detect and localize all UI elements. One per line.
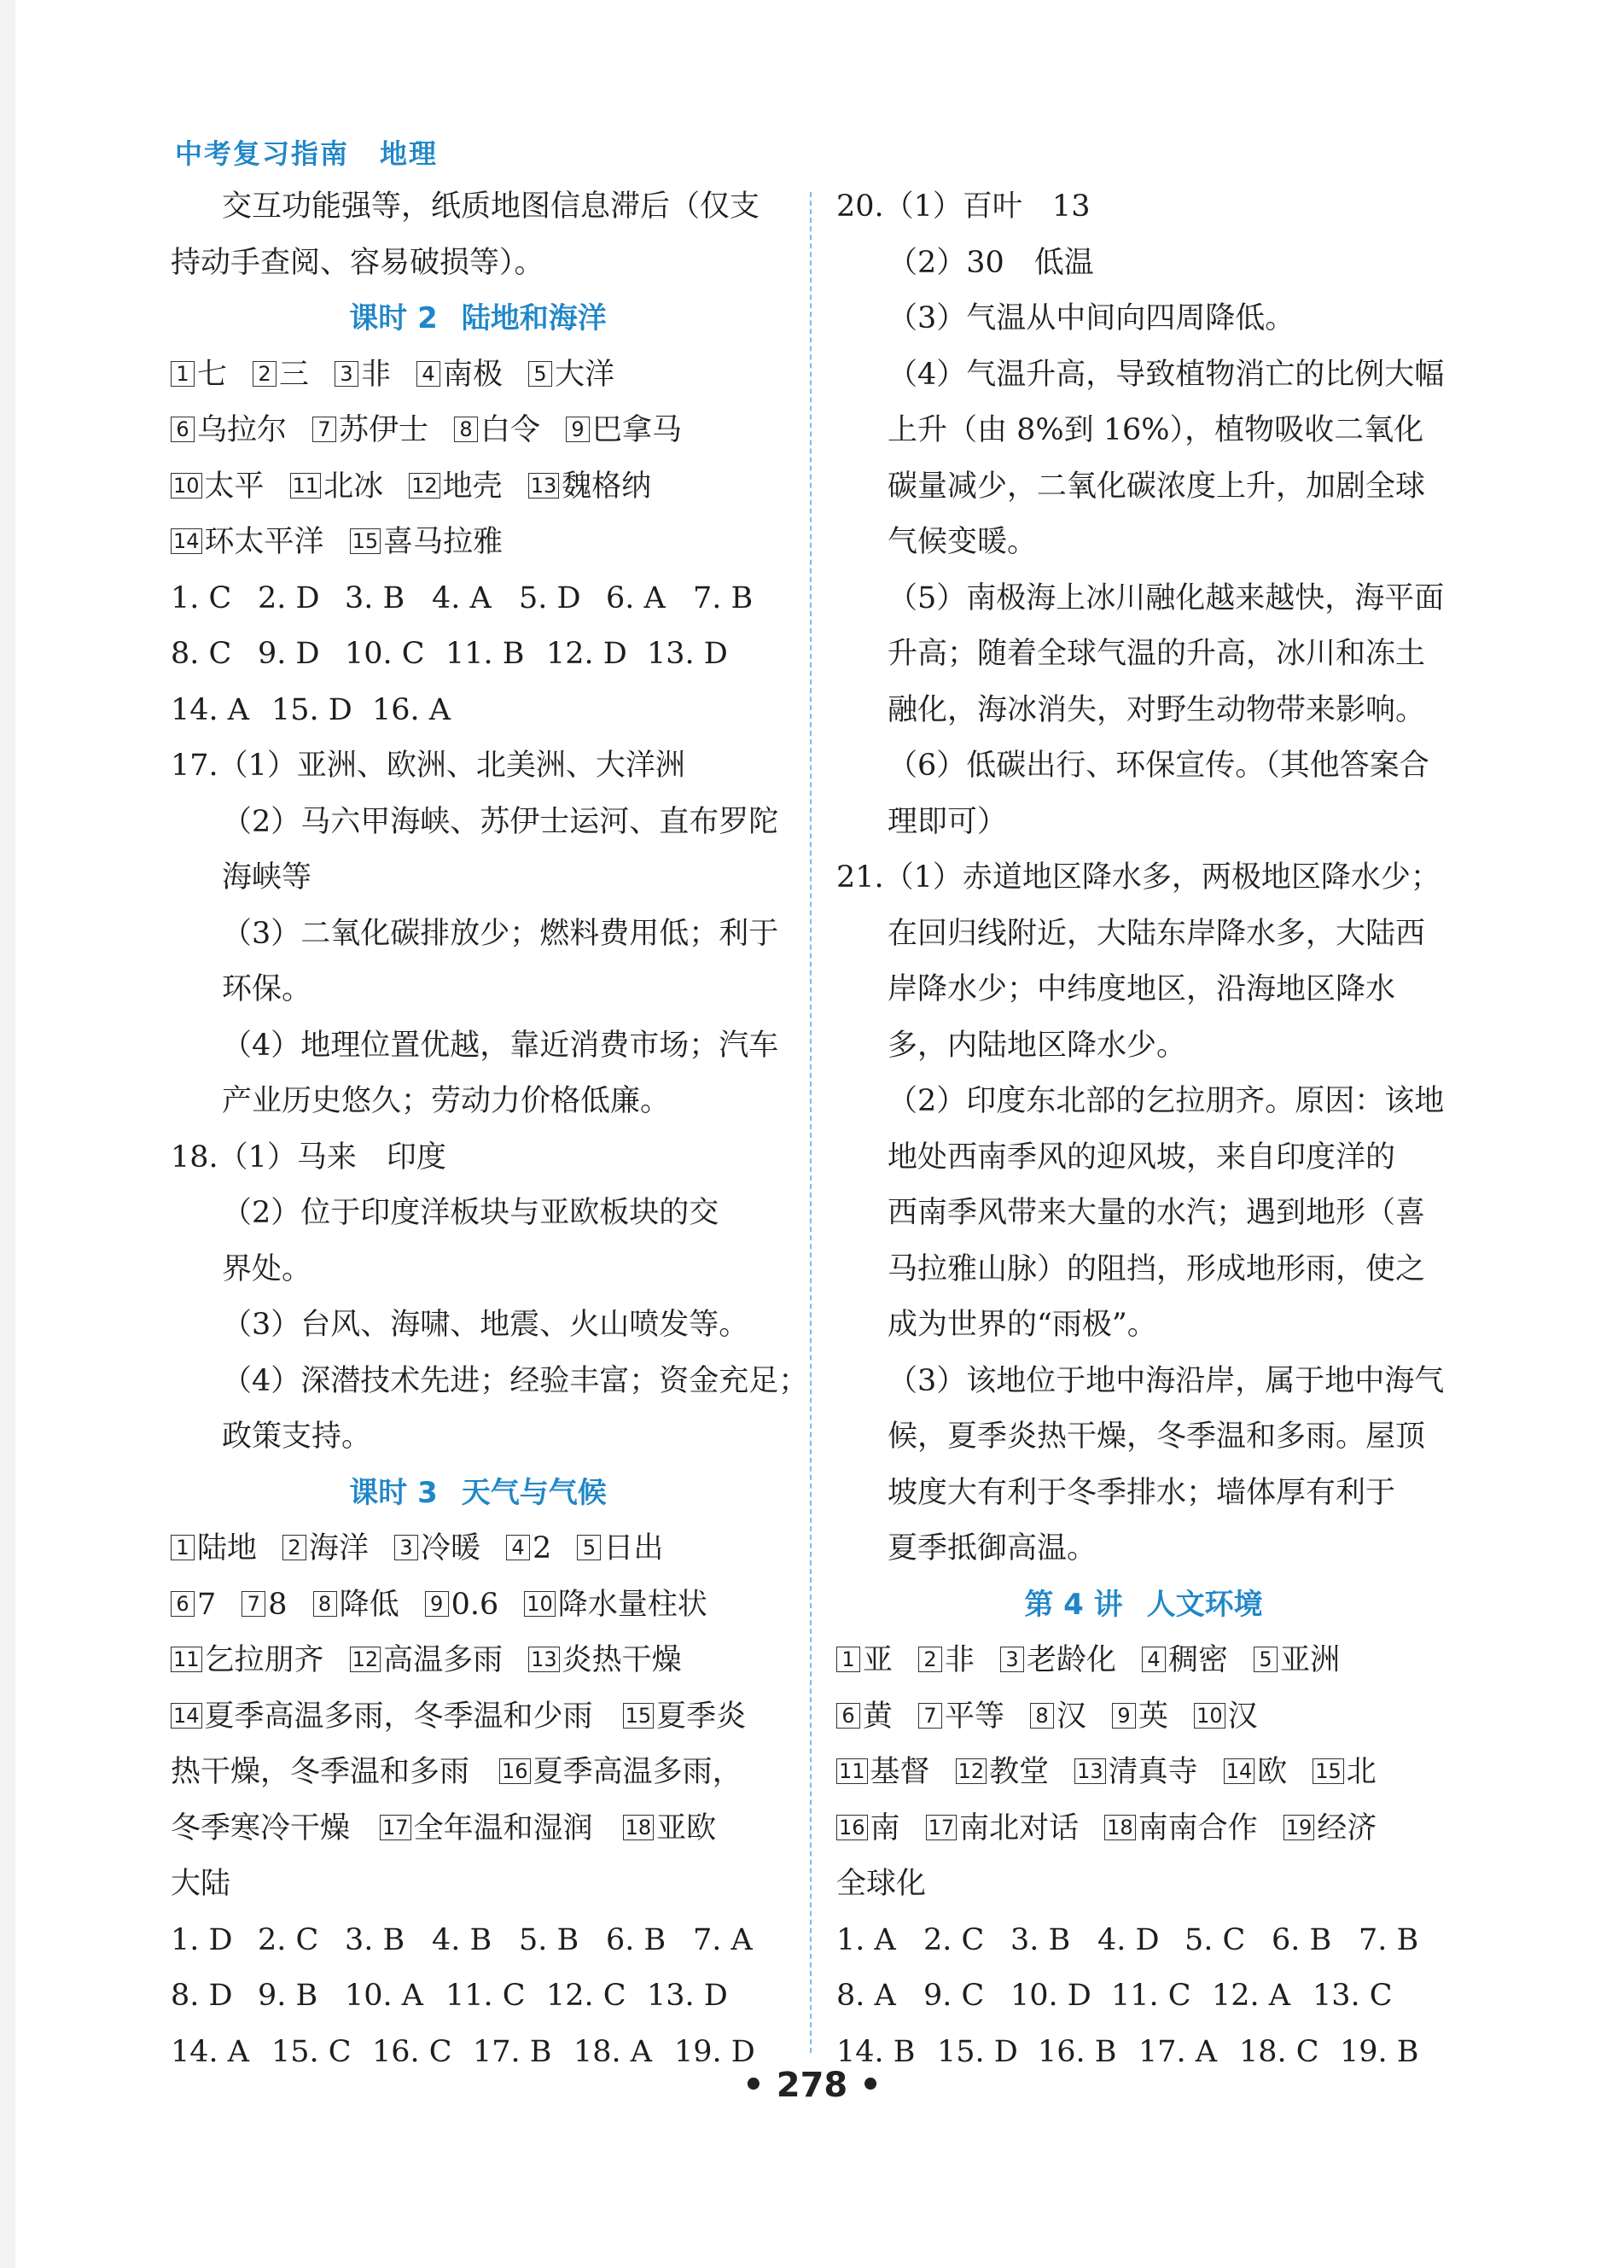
text-line: 在回归线附近，大陆东岸降水多，大陆西 <box>888 916 1426 951</box>
text-line: 冬季寒冷干燥 17 全年温和湿润 18 亚欧 <box>171 1810 717 1845</box>
text-line: （3）二氧化碳排放少；燃料费用低；利于 <box>222 916 779 951</box>
choice-answer: 9. C <box>923 1979 985 2013</box>
choice-answer: 12. D <box>546 637 627 671</box>
q21-part1: 21.（1）赤道地区降水多，两极地区降水少； <box>836 860 1441 895</box>
fill-answer: 非 <box>945 1643 975 1677</box>
fill-answer: 夏季高温多雨，冬季温和少雨 <box>204 1699 593 1734</box>
fill-answer: 清真寺 <box>1108 1755 1198 1789</box>
text-line: （2）30 低温 <box>888 245 1094 280</box>
fill-item <box>528 459 652 516</box>
text-line: （3）该地位于地中海沿岸，属于地中海气 <box>888 1363 1445 1398</box>
fill-item <box>171 459 265 516</box>
choice-answer: 10. C <box>345 637 425 671</box>
choice-answer: 5. D <box>519 580 581 615</box>
fill-answer: 全年温和湿润 <box>413 1810 593 1845</box>
text-line: 海峡等 <box>222 860 312 895</box>
section-label: 第 4 讲 <box>1024 1587 1123 1622</box>
text-line: 地处西南季风的迎风坡，来自印度洋的 <box>888 1140 1396 1175</box>
blank-number: 11 <box>290 473 322 498</box>
fill-item <box>918 1689 1004 1746</box>
fill-item <box>528 347 614 404</box>
choice-answer: 11. C <box>1111 1979 1191 2013</box>
choice-answer: 19. B <box>1340 2034 1419 2069</box>
fill-answer: 高温多雨 <box>383 1643 503 1677</box>
choice-answer: 6. A <box>606 580 666 615</box>
section-label: 课时 3 <box>349 1475 438 1510</box>
fill-answer: 降水量柱状 <box>557 1587 707 1622</box>
q18-part1: 18.（1）马来 印度 <box>171 1140 446 1175</box>
answer-row <box>171 571 785 627</box>
fill-item <box>836 1745 930 1801</box>
fill-item <box>506 1521 551 1577</box>
fill-item <box>836 1633 893 1689</box>
fill-item <box>566 403 682 459</box>
blank-number: 18 <box>1104 1815 1136 1840</box>
choice-answer: 17. A <box>1138 2034 1218 2069</box>
choice-answer: 13. C <box>1313 1979 1393 2013</box>
fill-item <box>171 347 227 404</box>
blank-number: 3 <box>335 361 358 387</box>
answer-row <box>171 1913 785 1969</box>
text-line: （4）地理位置优越，靠近消费市场；汽车 <box>222 1028 779 1063</box>
fill-answer: 白令 <box>480 413 541 447</box>
right-column <box>836 179 1451 2080</box>
text-line: 政策支持。 <box>222 1420 372 1454</box>
fill-item <box>171 403 287 459</box>
choice-answer: 3. B <box>1010 1922 1071 1957</box>
blank-number: 11 <box>171 1647 202 1672</box>
answer-row <box>836 1913 1451 1969</box>
q17-part1: 17.（1）亚洲、欧洲、北美洲、大洋洲 <box>171 749 685 783</box>
text-line: （4）深潜技术先进；经验丰富；资金充足； <box>222 1363 809 1398</box>
blank-number: 12 <box>956 1758 987 1784</box>
blank-number: 11 <box>836 1758 868 1784</box>
fill-item <box>350 1633 503 1689</box>
text-line: 交互功能强等，纸质地图信息滞后（仅支 <box>222 189 760 224</box>
section-title: 人文环境 <box>1146 1587 1263 1622</box>
q20-part1: 20.（1）百叶 13 <box>836 189 1091 224</box>
page-edge <box>0 0 15 2268</box>
choice-answer: 16. B <box>1038 2034 1117 2069</box>
choice-answer: 3. B <box>345 1922 405 1957</box>
fill-item <box>1194 1689 1258 1746</box>
fill-row <box>171 347 785 404</box>
lesson2-fill-blanks <box>171 347 785 571</box>
choice-answer: 15. D <box>271 692 352 727</box>
fill-item <box>282 1521 369 1577</box>
choice-answer: 14. A <box>171 692 250 727</box>
fill-answer: 乞拉朋齐 <box>204 1643 324 1677</box>
fill-answer: 亚 <box>863 1643 893 1677</box>
header-subject: 地理 <box>380 137 439 170</box>
fill-answer: 陆地 <box>197 1531 258 1565</box>
fill-answer: 黄 <box>863 1699 893 1734</box>
choice-answer: 11. C <box>445 1979 526 2013</box>
text-line: （3）台风、海啸、地震、火山喷发等。 <box>222 1308 749 1342</box>
fill-answer: 冬季寒冷干燥 <box>171 1810 351 1845</box>
text-line: （4）气温升高，导致植物消亡的比例大幅 <box>888 357 1445 392</box>
choice-answer: 7. A <box>693 1922 753 1957</box>
choice-answer: 11. B <box>445 637 525 671</box>
text-line: 热干燥，冬季温和多雨 16 夏季高温多雨， <box>171 1755 742 1789</box>
running-header <box>175 132 438 172</box>
blank-number: 12 <box>409 473 440 498</box>
text-line: 碳量减少，二氧化碳浓度上升，加剧全球 <box>888 469 1426 504</box>
fill-answer: 8 <box>268 1587 288 1622</box>
fill-answer: 经济 <box>1317 1810 1377 1845</box>
fill-item <box>1112 1689 1168 1746</box>
fill-answer: 太平 <box>204 469 265 504</box>
blank-number: 7 <box>242 1591 265 1617</box>
choice-answer: 5. B <box>519 1922 579 1957</box>
answer-row <box>171 683 785 739</box>
fill-answer: 南 <box>870 1810 900 1845</box>
fill-item <box>171 1633 324 1689</box>
lesson3-choice-answers <box>171 1913 785 2081</box>
text-line: 西南季风带来大量的水汽；遇到地形（喜 <box>888 1196 1426 1230</box>
blank-number: 4 <box>506 1535 530 1560</box>
blank-number: 7 <box>918 1703 942 1729</box>
text-line: 产业历史悠久；劳动力价格低廉。 <box>222 1084 671 1118</box>
blank-number: 2 <box>918 1647 942 1672</box>
fill-answer: 海洋 <box>309 1531 370 1565</box>
fill-item <box>171 1521 257 1577</box>
choice-answer: 16. C <box>372 2034 452 2069</box>
text-line: 理即可） <box>888 804 1008 839</box>
choice-answer: 9. B <box>258 1979 318 2013</box>
choice-answer: 1. C <box>171 580 232 615</box>
page-number-value: 278 <box>776 2066 848 2105</box>
fill-row <box>836 1745 1451 1801</box>
lecture4-fill-blanks <box>836 1633 1451 1857</box>
fill-item <box>312 403 428 459</box>
text-line: 候，夏季炎热干燥，冬季温和多雨。屋顶 <box>888 1420 1426 1454</box>
text-line: （2）位于印度洋板块与亚欧板块的交 <box>222 1196 719 1230</box>
fill-item <box>524 1577 707 1634</box>
blank-number: 2 <box>253 361 276 387</box>
section-heading-lecture4 <box>836 1577 1451 1634</box>
header-book-title: 中考复习指南 <box>175 137 350 170</box>
fill-answer: 冷暖 <box>421 1531 481 1565</box>
blank-number: 6 <box>171 417 195 442</box>
text-line: 夏季抵御高温。 <box>888 1531 1097 1565</box>
choice-answer: 7. B <box>1359 1922 1419 1957</box>
section-heading-lesson3 <box>171 1466 785 1522</box>
choice-answer: 16. A <box>372 692 451 727</box>
fill-item <box>918 1633 975 1689</box>
blank-number: 13 <box>1074 1758 1106 1784</box>
fill-answer: 老龄化 <box>1027 1643 1117 1677</box>
fill-item <box>454 403 540 459</box>
blank-number: 12 <box>350 1647 381 1672</box>
text-line: 多，内陆地区降水少。 <box>888 1028 1187 1063</box>
fill-answer: 北冰 <box>323 469 384 504</box>
fill-row <box>171 1521 785 1577</box>
fill-answer: 喜马拉雅 <box>383 525 503 559</box>
blank-number: 9 <box>566 417 590 442</box>
blank-number: 8 <box>313 1591 337 1617</box>
choice-answer: 12. C <box>546 1979 626 2013</box>
lesson3-fill-blanks <box>171 1521 785 1689</box>
choice-answer: 12. A <box>1212 1979 1291 2013</box>
section-title: 天气与气候 <box>461 1475 607 1510</box>
text-line: 升高；随着全球气温的升高，冰川和冻土 <box>888 637 1426 671</box>
choice-answer: 1. D <box>171 1922 233 1957</box>
blank-number: 5 <box>577 1535 601 1560</box>
choice-answer: 6. B <box>606 1922 666 1957</box>
fill-item <box>836 1689 893 1746</box>
choice-answer: 2. D <box>258 580 320 615</box>
blank-number: 10 <box>524 1591 556 1617</box>
text-line: 岸降水少；中纬度地区，沿海地区降水 <box>888 972 1396 1006</box>
text-line: 坡度大有利于冬季排水；墙体厚有利于 <box>888 1475 1396 1510</box>
text-line: 成为世界的“雨极”。 <box>888 1308 1157 1342</box>
blank-number: 6 <box>171 1591 195 1617</box>
fill-answer: 7 <box>197 1587 217 1622</box>
choice-answer: 10. A <box>345 1979 424 2013</box>
fill-row <box>836 1689 1451 1746</box>
choice-answer: 1. A <box>836 1922 896 1957</box>
choice-answer: 8. C <box>171 637 232 671</box>
text-line: （5）南极海上冰川融化越来越快，海平面 <box>888 580 1445 615</box>
fill-item <box>1313 1745 1377 1801</box>
fill-answer: 七 <box>197 357 228 392</box>
choice-answer: 4. A <box>432 580 492 615</box>
column-divider <box>810 192 812 2053</box>
choice-answer: 18. A <box>573 2034 653 2069</box>
choice-answer: 6. B <box>1272 1922 1332 1957</box>
text-line: 持动手查阅、容易破损等）。 <box>171 245 544 280</box>
lesson2-choice-answers <box>171 571 785 739</box>
fill-item <box>577 1521 663 1577</box>
fill-answer: 炎热干燥 <box>562 1643 682 1677</box>
fill-row <box>171 1577 785 1634</box>
blank-number: 13 <box>528 473 560 498</box>
blank-number: 17 <box>926 1815 958 1840</box>
fill-answer: 环太平洋 <box>204 525 324 559</box>
blank-number: 7 <box>312 417 336 442</box>
blank-number: 1 <box>836 1647 860 1672</box>
fill-item <box>528 1633 682 1689</box>
fill-item <box>394 1521 480 1577</box>
blank-number: 5 <box>528 361 552 387</box>
fill-row <box>171 515 785 571</box>
blank-number: 8 <box>454 417 478 442</box>
choice-answer: 3. B <box>345 580 405 615</box>
fill-item <box>1104 1801 1258 1857</box>
choice-answer: 13. D <box>647 637 728 671</box>
blank-number: 1 <box>171 1535 195 1560</box>
fill-item <box>253 347 309 404</box>
choice-answer: 4. B <box>432 1922 492 1957</box>
choice-answer: 8. D <box>171 1979 233 2013</box>
text-line: 全球化 <box>836 1867 927 1901</box>
blank-number: 16 <box>836 1815 868 1840</box>
fill-answer: 平等 <box>945 1699 1005 1734</box>
fill-answer: 欧 <box>1257 1755 1288 1789</box>
fill-row <box>836 1801 1451 1857</box>
fill-answer: 乌拉尔 <box>197 413 288 447</box>
fill-answer: 北 <box>1346 1755 1377 1789</box>
fill-item <box>350 515 503 571</box>
choice-answer: 17. B <box>473 2034 552 2069</box>
fill-answer: 大洋 <box>555 357 615 392</box>
fill-answer: 夏季炎 <box>656 1699 747 1734</box>
fill-answer: 南北对话 <box>959 1810 1080 1845</box>
choice-answer: 14. B <box>836 2034 916 2069</box>
fill-item <box>425 1577 499 1634</box>
blank-number: 9 <box>425 1591 449 1617</box>
text-line: 14 夏季高温多雨，冬季温和少雨 15 夏季炎 <box>171 1689 785 1746</box>
fill-item <box>171 515 324 571</box>
blank-number: 3 <box>394 1535 418 1560</box>
fill-answer: 南南合作 <box>1138 1810 1258 1845</box>
choice-answer: 4. D <box>1097 1922 1160 1957</box>
fill-answer: 教堂 <box>989 1755 1050 1789</box>
fill-row <box>836 1633 1451 1689</box>
blank-number: 10 <box>1194 1703 1225 1729</box>
fill-item <box>290 459 384 516</box>
fill-answer: 亚洲 <box>1280 1643 1341 1677</box>
choice-answer: 14. A <box>171 2034 250 2069</box>
choice-answer: 15. C <box>271 2034 352 2069</box>
blank-number: 14 <box>1224 1758 1255 1784</box>
fill-item <box>416 347 503 404</box>
fill-item <box>1142 1633 1228 1689</box>
text-line: 大陆 <box>171 1867 231 1901</box>
fill-row <box>171 403 785 459</box>
text-line: 马拉雅山脉）的阻挡，形成地形雨，使之 <box>888 1251 1426 1286</box>
fill-answer: 日出 <box>603 1531 664 1565</box>
text-line: （6）低碳出行、环保宣传。（其他答案合 <box>888 749 1429 783</box>
fill-item <box>335 347 391 404</box>
fill-answer: 魏格纳 <box>562 469 652 504</box>
text-line: （2）印度东北部的乞拉朋齐。原因：该地 <box>888 1084 1445 1118</box>
blank-number: 9 <box>1112 1703 1136 1729</box>
blank-number: 1 <box>171 361 195 387</box>
blank-number: 15 <box>1313 1758 1344 1784</box>
blank-number: 13 <box>528 1647 560 1672</box>
section-title: 陆地和海洋 <box>461 301 607 335</box>
fill-answer: 稠密 <box>1168 1643 1229 1677</box>
fill-item <box>836 1801 900 1857</box>
blank-number: 4 <box>1142 1647 1166 1672</box>
fill-answer: 0.6 <box>451 1587 499 1622</box>
fill-answer: 热干燥，冬季温和多雨 <box>171 1755 470 1789</box>
lecture4-choice-answers <box>836 1913 1451 2081</box>
fill-row <box>171 459 785 516</box>
fill-item <box>926 1801 1080 1857</box>
choice-answer: 2. C <box>258 1922 319 1957</box>
page-number: • 278 • <box>742 2066 882 2105</box>
choice-answer: 10. D <box>1010 1979 1091 2013</box>
blank-number: 2 <box>282 1535 306 1560</box>
fill-item <box>242 1577 287 1634</box>
blank-number: 8 <box>1030 1703 1054 1729</box>
fill-item <box>1224 1745 1288 1801</box>
choice-answer: 15. D <box>937 2034 1018 2069</box>
choice-answer: 9. D <box>258 637 320 671</box>
fill-answer: 苏伊士 <box>339 413 429 447</box>
blank-number: 4 <box>416 361 440 387</box>
choice-answer: 19. D <box>674 2034 755 2069</box>
fill-answer: 南极 <box>443 357 503 392</box>
fill-answer: 巴拿马 <box>592 413 683 447</box>
text-line: （2）马六甲海峡、苏伊士运河、直布罗陀 <box>222 804 779 839</box>
blank-number: 5 <box>1254 1647 1278 1672</box>
fill-answer: 降低 <box>339 1587 399 1622</box>
fill-item <box>956 1745 1050 1801</box>
text-line: 环保。 <box>222 972 312 1006</box>
fill-item <box>1254 1633 1340 1689</box>
fill-answer: 亚欧 <box>656 1810 717 1845</box>
section-heading-lesson2 <box>171 291 785 347</box>
fill-answer: 汉 <box>1227 1699 1258 1734</box>
fill-answer: 2 <box>533 1531 552 1565</box>
blank-number: 14 <box>171 528 202 554</box>
fill-answer: 基督 <box>870 1755 930 1789</box>
choice-answer: 8. A <box>836 1979 896 2013</box>
text-line: 融化，海冰消失，对野生动物带来影响。 <box>888 692 1426 727</box>
fill-answer: 三 <box>279 357 310 392</box>
fill-answer: 非 <box>361 357 392 392</box>
fill-item <box>171 1577 216 1634</box>
fill-answer: 英 <box>1138 1699 1169 1734</box>
fill-item <box>1000 1633 1116 1689</box>
choice-answer: 5. C <box>1185 1922 1246 1957</box>
choice-answer: 2. C <box>923 1922 985 1957</box>
blank-number: 15 <box>350 528 381 554</box>
fill-item <box>409 459 503 516</box>
blank-number: 3 <box>1000 1647 1024 1672</box>
answer-row <box>836 1968 1451 2025</box>
text-line: 上升（由 8%到 16%），植物吸收二氧化 <box>888 413 1424 447</box>
choice-answer: 13. D <box>647 1979 728 2013</box>
blank-number: 6 <box>836 1703 860 1729</box>
fill-item <box>1283 1801 1377 1857</box>
fill-item <box>1030 1689 1086 1746</box>
text-line: （3）气温从中间向四周降低。 <box>888 301 1295 335</box>
left-column <box>171 179 809 2080</box>
fill-answer: 夏季高温多雨， <box>533 1755 742 1789</box>
blank-number: 10 <box>171 473 202 498</box>
answer-row <box>171 627 785 683</box>
choice-answer: 18. C <box>1239 2034 1319 2069</box>
blank-number: 19 <box>1283 1815 1315 1840</box>
text-line: 界处。 <box>222 1251 312 1286</box>
fill-answer: 地壳 <box>442 469 503 504</box>
fill-row <box>171 1633 785 1689</box>
answer-row <box>171 1968 785 2025</box>
fill-item <box>313 1577 399 1634</box>
fill-item <box>1074 1745 1198 1801</box>
choice-answer: 7. B <box>693 580 754 615</box>
fill-answer: 汉 <box>1056 1699 1087 1734</box>
section-label: 课时 2 <box>349 301 438 335</box>
text-line: 气候变暖。 <box>888 525 1038 559</box>
